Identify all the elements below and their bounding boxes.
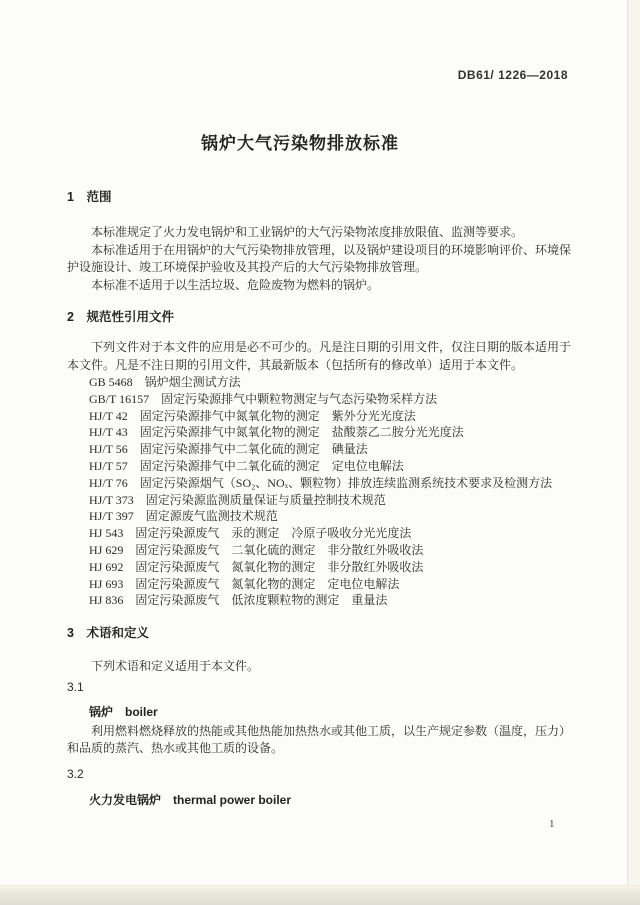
section-3-heading: 3 术语和定义 — [67, 626, 149, 641]
reference-item: HJ/T 373 固定污染源监测质量保证与质量控制技术规范 — [89, 492, 386, 507]
section-1-body — [67, 224, 573, 294]
reference-item: HJ 543 固定污染源废气 汞的测定 冷原子吸收分光光度法 — [89, 526, 412, 541]
reference-item: HJ/T 57 固定污染源排气中二氧化硫的测定 定电位电解法 — [89, 458, 404, 473]
reference-item: HJ/T 43 固定污染源排气中氮氧化物的测定 盐酸萘乙二胺分光光度法 — [89, 425, 464, 440]
scope-paragraph-2: 本标准适用于在用锅炉的大气污染物排放管理，以及锅炉建设项目的环境影响评价、环境保护设施设计、竣工环境保护验收及其投产后的大气污染物排放管理。 — [67, 242, 572, 274]
scope-paragraph-1: 本标准规定了火力发电锅炉和工业锅炉的大气污染物浓度排放限值、监测等要求。 — [91, 225, 524, 239]
term-name-thermal-power-boiler: 火力发电锅炉 thermal power boiler — [89, 792, 292, 807]
page-number: 1 — [549, 818, 555, 830]
reference-item: GB 5468 锅炉烟尘测试方法 — [89, 375, 241, 389]
page-content — [67, 0, 573, 808]
reference-item: HJ/T 42 固定污染源排气中氮氧化物的测定 紫外分光光度法 — [89, 408, 416, 423]
standard-code: DB61/ 1226—2018 — [457, 68, 568, 82]
reference-item: HJ 693 固定污染源废气 氮氧化物的测定 定电位电解法 — [89, 576, 400, 591]
reference-item: HJ/T 56 固定污染源排气中二氧化硫的测定 碘量法 — [89, 442, 368, 457]
reference-item: HJ/T 397 固定源废气监测技术规范 — [89, 509, 278, 524]
terms-intro: 下列术语和定义适用于本文件。 — [91, 659, 260, 674]
reference-item: HJ 836 固定污染源废气 低浓度颗粒物的测定 重量法 — [89, 593, 388, 608]
document-title: 锅炉大气污染物排放标准 — [201, 134, 399, 153]
reference-item: GB/T 16157 固定污染源排气中颗粒物测定与气态污染物采样方法 — [89, 391, 438, 406]
reference-list — [67, 374, 573, 609]
page-edge-bottom — [0, 885, 640, 905]
section-1-heading: 1 范围 — [67, 190, 112, 204]
references-intro: 下列文件对于本文件的应用是必不可少的。凡是注日期的引用文件，仅注日期的版本适用于本文件。凡是不注日期的引用文件，其最新版本（包括所有的修改单）适用于本文件。 — [67, 340, 572, 372]
reference-item: HJ/T 76 固定污染源烟气（SO₂、NOₓ、颗粒物）排放连续监测系统技术要求及检测方法 — [89, 475, 553, 490]
reference-item: HJ 629 固定污染源废气 二氧化硫的测定 非分散红外吸收法 — [89, 542, 424, 557]
term-name-boiler: 锅炉 boiler — [89, 704, 158, 719]
scope-paragraph-3: 本标准不适用于以生活垃圾、危险废物为燃料的锅炉。 — [91, 277, 380, 292]
term-definition-boiler: 利用燃料燃烧释放的热能或其他热能加热热水或其他工质，以生产规定参数（温度，压力）和品质的蒸汽、热水或其他工质的设备。 — [67, 723, 572, 756]
term-number-3-2: 3.2 — [67, 766, 84, 781]
section-2-heading: 2 规范性引用文件 — [67, 310, 174, 324]
reference-item: HJ 692 固定污染源废气 氮氧化物的测定 非分散红外吸收法 — [89, 559, 424, 574]
page-edge-right — [627, 0, 640, 886]
term-number-3-1: 3.1 — [67, 679, 84, 694]
